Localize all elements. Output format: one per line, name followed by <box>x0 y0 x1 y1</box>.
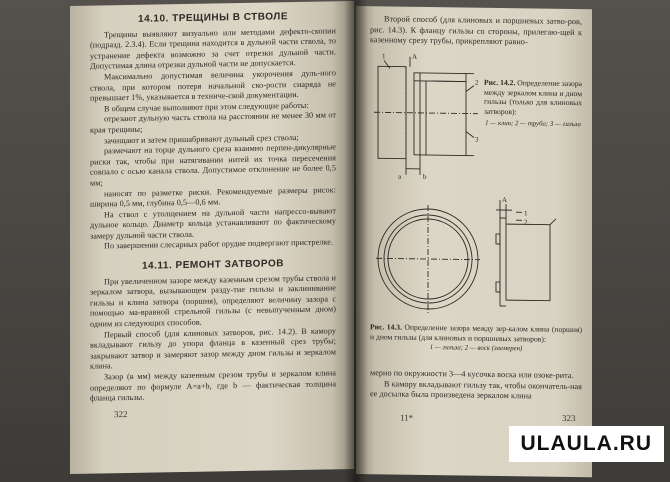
paragraph: По завершении слесарных работ орудие подвергают пристрелке. <box>104 237 333 251</box>
fig2-legend: 1 — гильза; 2 — воск (заемерен) <box>429 344 523 353</box>
paragraph: зачищают и затем пришабривают дульный срез ствола; <box>104 132 299 145</box>
page-number-left: 322 <box>114 408 128 420</box>
paragraph: Первый способ (для клиновых затворов, рис. 14.2). В камору вкладывают гильзу до упора фланца в казенный срез трубы; закрывают затвор и замеряют зазор между дном гильзы и зеркалом клина. <box>90 325 336 372</box>
fig1-label-1: 1 <box>382 52 386 61</box>
paragraph: При увеличенном зазоре между казенным срезом трубы ствола и зеркалом затвора, вызывающем разду-тие гильзы и заклинивание гильзы и клина затвора (поршня), определяют величину зазора с помощью ма-вравной стрельной гильзы (с невыпученным дном) одним из следующих способов. <box>90 273 336 329</box>
right-top-text <box>370 14 582 49</box>
watermark-label: ULAULA.RU <box>509 426 664 462</box>
paragraph: Трещины выявляют визуально или методами дефекто-скопии (подразд. 2.3.4). Если трещина находится в дульной части ствола, то устранение дефекта возможно за счет отрезки дульной части. Допустимая длина отрезки дульной части не допускается. <box>90 25 336 72</box>
paragraph: На ствол с утолщением на дульной части напрессо-вывают дульное кольцо. Диаметр кольца устанавливают по фактическому замеру дульной части ствола. <box>90 206 336 241</box>
right-page <box>356 6 592 477</box>
paragraph: Зазор (в мм) между казенным срезом трубы и зеркалом клина определяют по формуле A=a+b, где b — фактическая толщина фланца гильзы. <box>90 368 336 403</box>
figure-14-2-diagram <box>370 50 482 188</box>
fig1-label-2: 2 <box>475 78 479 87</box>
fig2-label-2: 2 <box>524 218 528 227</box>
figure-14-3-diagram <box>376 192 572 319</box>
paragraph: В камору вкладывают гильзу так, чтобы окончатель-ная ее досылка была произведена зеркалом клина <box>370 378 583 401</box>
fig1-label-a: a <box>398 172 402 181</box>
paragraph: отрезают дульную часть ствола на расстоянии не менее 30 мм от края трещины; <box>90 110 336 135</box>
figure-14-3-caption <box>370 322 582 355</box>
figure-14-2-caption <box>484 78 582 130</box>
fig1-label-A: A <box>412 52 418 61</box>
fig2-label-A: A <box>502 196 508 205</box>
fig1-caption-body: Определение зазора между зеркалом клина и дном гильзы (только для клиновых затворов): <box>484 78 582 117</box>
paragraph: мерно по окружности 3—4 кусочка воска или озоке-рита. <box>370 368 574 381</box>
paragraph: наносят по разметке риски. Рекомендуемые размеры рисок: ширина 0,5 мм, глубина 0,5—0,6 мм. <box>90 184 336 209</box>
paragraph: размечают на торце дульного среза взаимно перпен-дикулярные риски так, чтобы при натягивании нитей их точка пересечения совпало с осью канала ствола. Допустимое отклонение не более 0,5 мм; <box>90 142 336 188</box>
section-title-bolts: 14.11. РЕМОНТ ЗАТВОРОВ <box>142 258 284 272</box>
fig1-legend: 1 — клин; 2 — труба; 3 — гильза <box>485 120 581 129</box>
signature-mark: 11* <box>400 412 414 423</box>
section-title-cracks: 14.10. ТРЕЩИНЫ В СТВОЛЕ <box>138 11 288 25</box>
right-bottom-text <box>370 368 582 403</box>
fig1-label-b: b <box>423 172 427 181</box>
paragraph: В общем случае выполняют при этом следующие работы: <box>104 100 309 114</box>
fig2-caption-body: Определение зазора между зер-калом клина (поршня) и дном гильзы (для клиновых и поршневых затворов): <box>370 322 582 344</box>
fig2-label-1: 1 <box>524 209 528 218</box>
book-spine-shadow <box>344 0 368 482</box>
fig2-caption-title: Рис. 14.3. <box>370 322 402 332</box>
left-page <box>70 1 354 474</box>
fig1-caption-title: Рис. 14.2. <box>484 77 516 88</box>
left-page-text <box>90 9 336 404</box>
page-number-right: 323 <box>562 412 576 424</box>
paragraph: Второй способ (для клиновых и поршневых затво-ров, рис. 14.3). К фланцу гильзы со стороны, прилегаю-щей к казенному срезу трубы, прикрепляют равно- <box>370 14 582 47</box>
paragraph: Максимально допустимая величина укорочения дуль-ного ствола, при котором потеря начальной ско-рости снаряда не превышает 1%, указывается в техниче-ской документации. <box>90 68 336 103</box>
fig1-label-3: 3 <box>475 135 479 144</box>
